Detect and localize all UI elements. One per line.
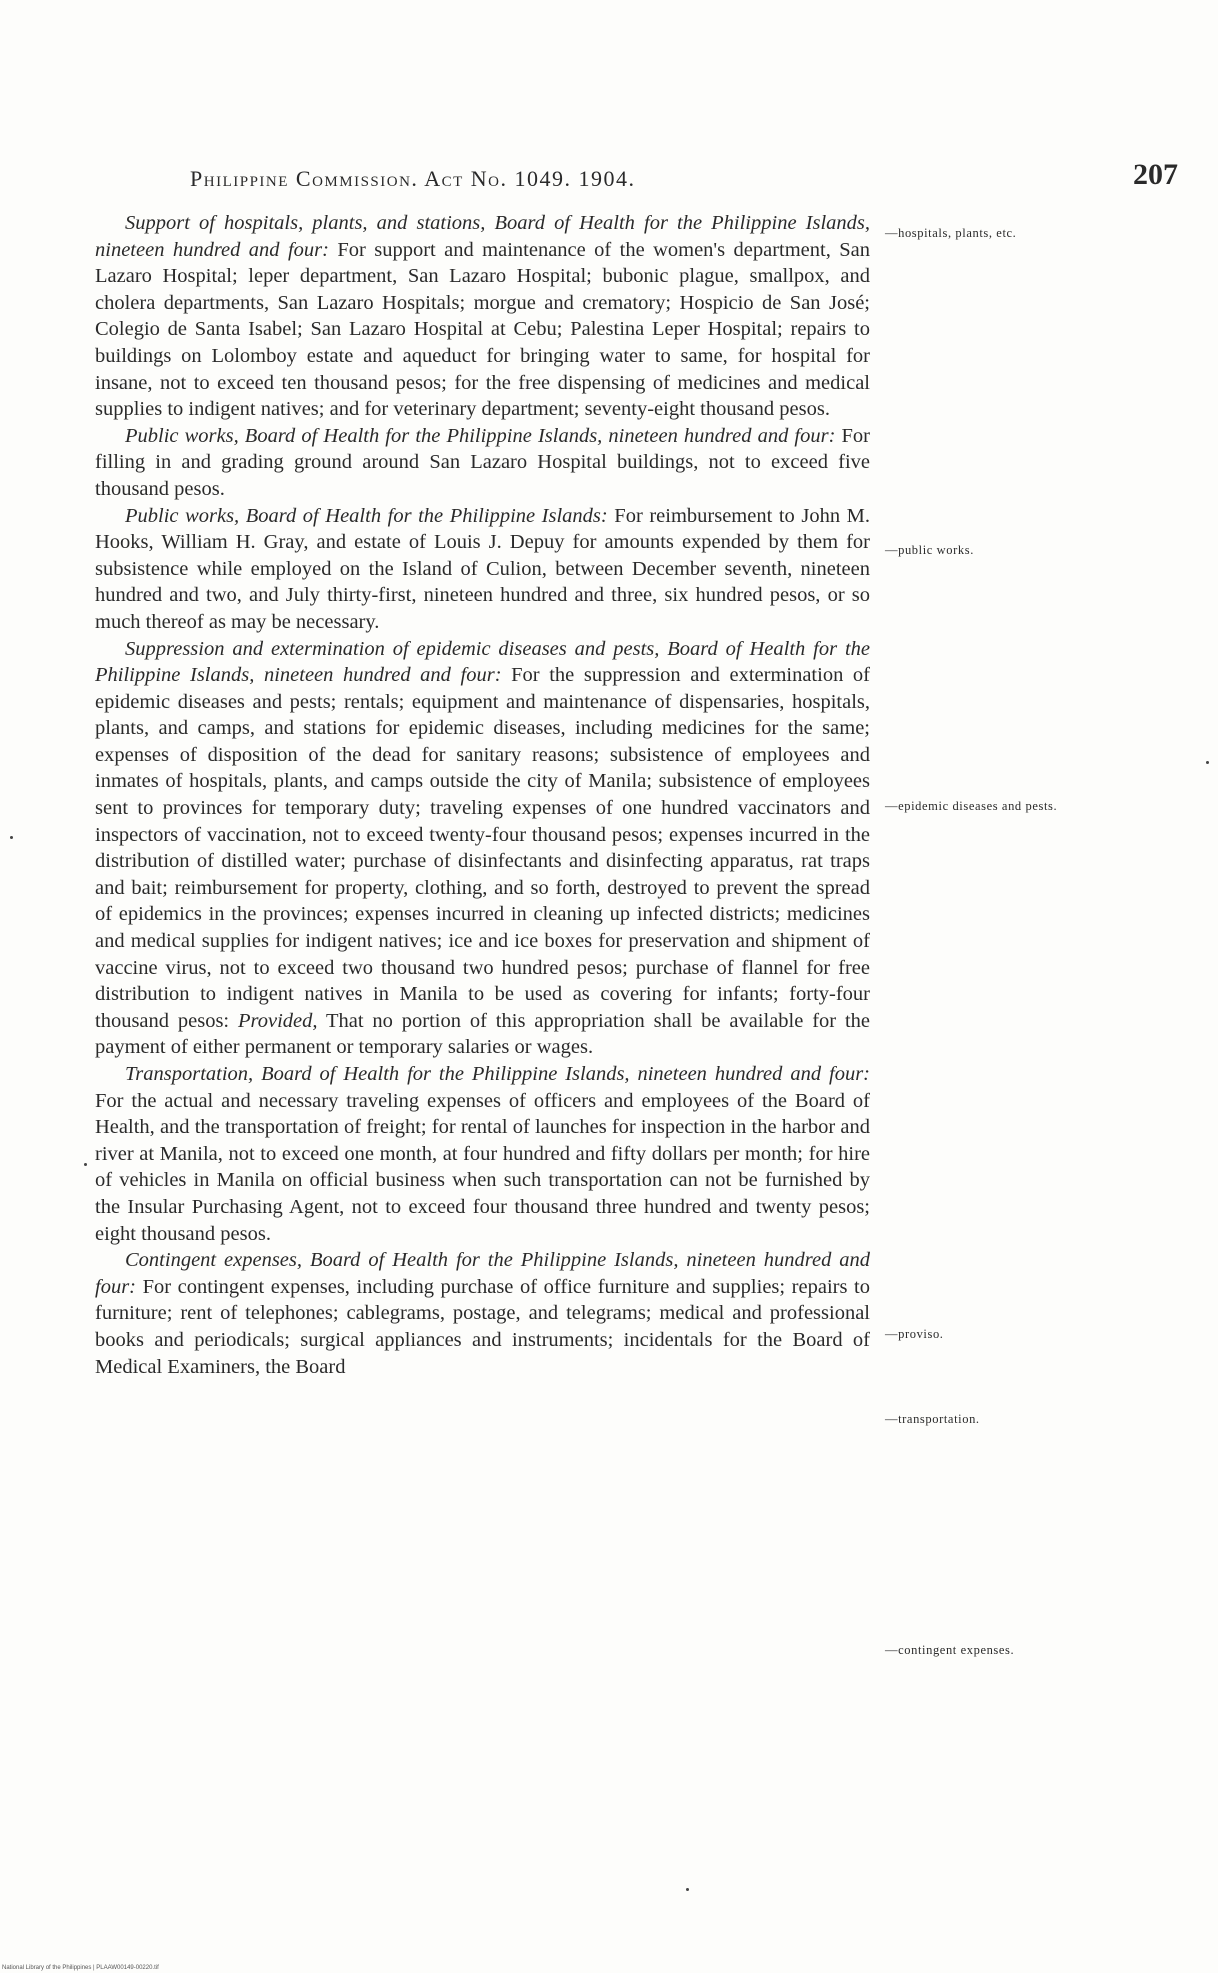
paragraph-contingent-expenses <box>95 1247 870 1380</box>
page-number: 207 <box>1133 158 1178 191</box>
paragraph-public-works-reimbursement <box>95 503 870 636</box>
margin-note-transportation: —transportation. <box>885 1412 980 1426</box>
proviso-text: That no portion of this appropriation shall be available for the payment of either permanent or temporary salaries or wages. <box>95 1009 870 1059</box>
paragraph-text: For contingent expenses, including purchase of office furniture and supplies; repairs to furniture; rent of telephones; cablegrams, postage, and telegrams; medical and professional books and periodicals; surgical appliances and instruments; incidentals for the Board of Medical Examiners, the Board <box>95 1275 870 1378</box>
paragraph-transportation <box>95 1061 870 1247</box>
paragraph-text: For support and maintenance of the women's department, San Lazaro Hospital; leper department, San Lazaro Hospital; bubonic plague, smallpox, and cholera departments, San Lazaro Hospitals; morgue and crematory; Hospicio de San José; Colegio de Santa Isabel; San Lazaro Hospital at Cebu; Palestina Leper Hospital; repairs to buildings on Lolomboy estate and aqueduct for bringing water to same, for hospital for insane, not to exceed ten thousand pesos; for the free dispensing of medicines and medical supplies to indigent natives; and for veterinary department; seventy-eight thousand pesos. <box>95 238 870 421</box>
paragraph-heading: Support of hospitals, plants, and stations, Board of Health for the Philippine Islands, nineteen hundred and four: <box>95 212 870 261</box>
proviso-label: Provided, <box>238 1009 318 1032</box>
paragraph-text: For the suppression and extermination of epidemic diseases and pests; rentals; equipment and maintenance of dispensaries, hospitals, plants, and camps, and stations for epidemic diseases, including medicines for the same; expenses of disposition of the dead for sanitary reasons; subsistence of employees and inmates of hospitals, plants, and camps outside the city of Manila; subsistence of employees sent to provinces for temporary duty; traveling expenses of one hundred vaccinators and inspectors of vaccination, not to exceed twenty-four thousand pesos; expenses incurred in the distribution of distilled water; purchase of disinfectants and disinfecting apparatus, rat traps and bait; reimbursement for property, clothing, and so forth, destroyed to prevent the spread of epidemics in the provinces; expenses incurred in cleaning up infected districts; medicines and medical supplies for indigent natives; ice and ice boxes for preservation and shipment of vaccine virus, not to exceed two thousand two hundred pesos; purchase of flannel for free distribution to indigent natives in Manila to be used as covering for infants; forty-four thousand pesos: <box>95 664 870 1032</box>
scan-speck <box>84 1163 87 1166</box>
paragraph-heading: Public works, Board of Health for the Philippine Islands: <box>125 504 608 527</box>
margin-note-proviso: —proviso. <box>885 1327 944 1341</box>
margin-note-hospitals: —hospitals, plants, etc. <box>885 226 1017 240</box>
paragraph-heading: Suppression and extermination of epidemic diseases and pests, Board of Health for the Philippine Islands, nineteen hundred and four: <box>95 637 870 687</box>
paragraph-text: For reimbursement to John M. Hooks, William H. Gray, and estate of Louis J. Depuy for amounts expended by them for subsistence while employed on the Island of Culion, between December seventh, nineteen hundred and two, and July thirty-first, nineteen hundred and three, six hundred pesos, or so much thereof as may be necessary. <box>95 504 870 633</box>
margin-note-contingent: —contingent expenses. <box>885 1643 1015 1657</box>
margin-note-epidemic: —epidemic diseases and pests. <box>885 799 1058 813</box>
running-head: Philippine Commission. Act No. 1049. 1904. <box>190 166 636 191</box>
paragraph-text: For filling in and grading ground around San Lazaro Hospital buildings, not to exceed five thousand pesos. <box>95 424 870 500</box>
paragraph-heading: Transportation, Board of Health for the Philippine Islands, nineteen hundred and four: <box>125 1063 870 1085</box>
page-header <box>190 158 1178 198</box>
paragraph-heading: Contingent expenses, Board of Health for the Philippine Islands, nineteen hundred and four: <box>95 1249 870 1298</box>
paragraph-epidemic-diseases <box>95 636 870 1062</box>
paragraph-hospitals <box>95 210 870 423</box>
paragraph-public-works-1904 <box>95 423 870 503</box>
main-text-column <box>95 210 870 1380</box>
paragraph-heading: Public works, Board of Health for the Philippine Islands, nineteen hundred and four: <box>125 424 836 447</box>
margin-note-public-works: —public works. <box>885 543 974 557</box>
scan-speck <box>686 1888 689 1891</box>
scan-footer: National Library of the Philippines | PLAAW00149-00220.tif <box>2 1965 159 1971</box>
paragraph-text: For the actual and necessary traveling expenses of officers and employees of the Board of Health, and the transportation of freight; for rental of launches for inspection in the harbor and river at Manila, not to exceed one month, at four hundred and fifty dollars per month; for hire of vehicles in Manila on official business when such transportation can not be furnished by the Insular Purchasing Agent, not to exceed four thousand three hundred and twenty pesos; eight thousand pesos. <box>95 1089 870 1245</box>
scan-speck <box>10 836 13 839</box>
scan-speck <box>1206 761 1209 764</box>
